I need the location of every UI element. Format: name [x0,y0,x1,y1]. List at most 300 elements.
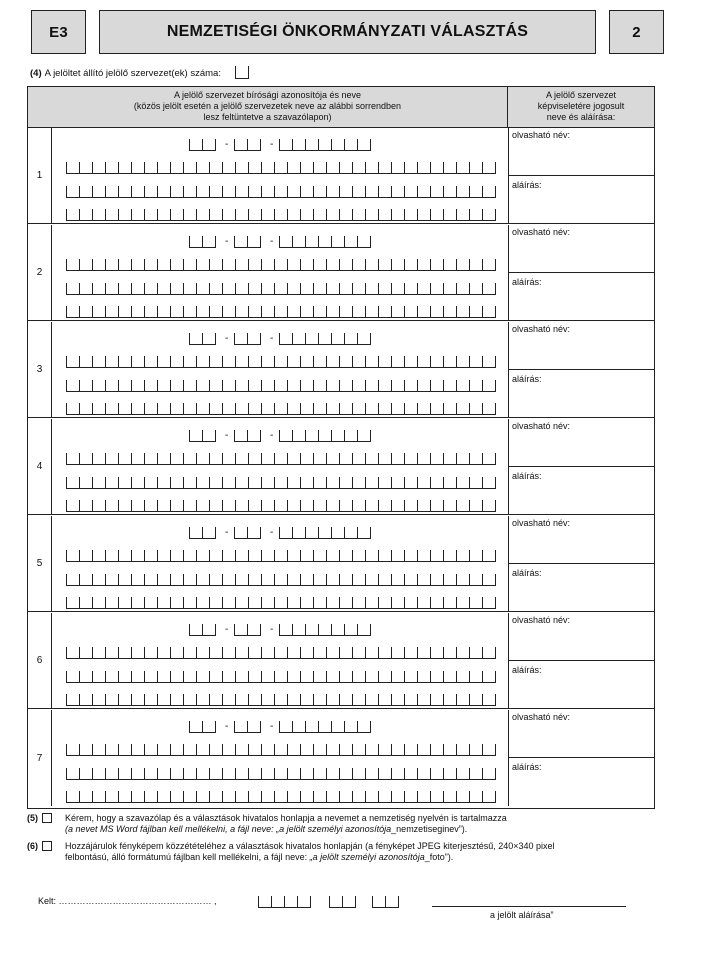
char-box[interactable] [249,477,262,489]
char-box[interactable] [249,162,262,174]
char-box[interactable] [171,500,184,512]
char-box[interactable] [457,162,470,174]
char-box[interactable] [236,403,249,415]
char-box[interactable] [444,744,457,756]
char-box[interactable] [379,597,392,609]
char-box[interactable] [353,453,366,465]
court-id-part-2[interactable] [234,333,261,345]
char-box[interactable] [327,209,340,221]
char-box[interactable] [249,647,262,659]
char-box[interactable] [470,647,483,659]
char-box[interactable] [483,694,496,706]
char-box[interactable] [418,259,431,271]
char-box[interactable] [249,356,262,368]
char-box[interactable] [483,403,496,415]
char-box[interactable] [145,671,158,683]
char-box[interactable] [431,597,444,609]
char-box[interactable] [306,236,319,248]
char-box[interactable] [327,356,340,368]
char-box[interactable] [184,453,197,465]
char-box[interactable] [184,403,197,415]
organization-name-line-3[interactable] [66,306,496,318]
char-box[interactable] [319,236,332,248]
char-box[interactable] [314,574,327,586]
char-box[interactable] [332,624,345,636]
char-box[interactable] [203,236,216,248]
char-box[interactable] [67,791,80,803]
char-box[interactable] [197,403,210,415]
char-box[interactable] [171,209,184,221]
char-box[interactable] [280,430,293,442]
char-box[interactable] [314,791,327,803]
char-box[interactable] [379,550,392,562]
char-box[interactable] [210,453,223,465]
char-box[interactable] [366,356,379,368]
char-box[interactable] [262,306,275,318]
char-box[interactable] [345,430,358,442]
char-box[interactable] [119,356,132,368]
char-box[interactable] [418,500,431,512]
char-box[interactable] [418,306,431,318]
char-box[interactable] [327,403,340,415]
char-box[interactable] [314,356,327,368]
readable-name-field[interactable] [509,613,654,661]
char-box[interactable] [366,671,379,683]
char-box[interactable] [405,259,418,271]
char-box[interactable] [288,791,301,803]
char-box[interactable] [223,744,236,756]
char-box[interactable] [249,550,262,562]
court-id-part-2[interactable] [234,430,261,442]
char-box[interactable] [249,209,262,221]
char-box[interactable] [470,574,483,586]
char-box[interactable] [301,477,314,489]
char-box[interactable] [392,791,405,803]
char-box[interactable] [145,453,158,465]
char-box[interactable] [132,500,145,512]
char-box[interactable] [314,209,327,221]
char-box[interactable] [132,306,145,318]
char-box[interactable] [340,647,353,659]
char-box[interactable] [418,186,431,198]
char-box[interactable] [405,744,418,756]
char-box[interactable] [235,333,248,345]
char-box[interactable] [236,477,249,489]
char-box[interactable] [210,380,223,392]
char-box[interactable] [483,500,496,512]
char-box[interactable] [223,597,236,609]
char-box[interactable] [379,574,392,586]
char-box[interactable] [119,209,132,221]
organization-name-line-3[interactable] [66,597,496,609]
char-box[interactable] [366,647,379,659]
char-box[interactable] [457,550,470,562]
char-box[interactable] [314,671,327,683]
char-box[interactable] [275,403,288,415]
char-box[interactable] [158,500,171,512]
char-box[interactable] [80,477,93,489]
char-box[interactable] [132,209,145,221]
char-box[interactable] [236,356,249,368]
char-box[interactable] [444,283,457,295]
char-box[interactable] [306,721,319,733]
char-box[interactable] [158,356,171,368]
char-box[interactable] [93,768,106,780]
char-box[interactable] [405,283,418,295]
char-box[interactable] [106,380,119,392]
char-box[interactable] [262,380,275,392]
char-box[interactable] [249,671,262,683]
court-id-part-1[interactable] [189,236,216,248]
item-6-checkbox[interactable] [42,841,52,851]
char-box[interactable] [106,597,119,609]
char-box[interactable] [262,744,275,756]
char-box[interactable] [366,209,379,221]
char-box[interactable] [301,403,314,415]
court-id-part-2[interactable] [234,139,261,151]
char-box[interactable] [80,768,93,780]
char-box[interactable] [210,356,223,368]
char-box[interactable] [405,356,418,368]
char-box[interactable] [314,186,327,198]
char-box[interactable] [119,283,132,295]
char-box[interactable] [145,791,158,803]
char-box[interactable] [288,162,301,174]
char-box[interactable] [431,694,444,706]
char-box[interactable] [340,306,353,318]
char-box[interactable] [275,694,288,706]
char-box[interactable] [93,162,106,174]
char-box[interactable] [236,453,249,465]
char-box[interactable] [145,356,158,368]
char-box[interactable] [275,259,288,271]
char-box[interactable] [306,624,319,636]
char-box[interactable] [366,380,379,392]
char-box[interactable] [236,574,249,586]
char-box[interactable] [457,453,470,465]
char-box[interactable] [353,694,366,706]
char-box[interactable] [249,283,262,295]
char-box[interactable] [132,574,145,586]
char-box[interactable] [418,647,431,659]
char-box[interactable] [314,597,327,609]
organization-name-line-2[interactable] [66,768,496,780]
char-box[interactable] [288,259,301,271]
char-box[interactable] [340,283,353,295]
char-box[interactable] [340,477,353,489]
char-box[interactable] [327,550,340,562]
char-box[interactable] [67,380,80,392]
char-box[interactable] [366,283,379,295]
char-box[interactable] [158,744,171,756]
char-box[interactable] [93,186,106,198]
char-box[interactable] [223,283,236,295]
char-box[interactable] [444,453,457,465]
char-box[interactable] [223,477,236,489]
char-box[interactable] [197,791,210,803]
char-box[interactable] [392,209,405,221]
char-box[interactable] [210,768,223,780]
date-day-boxes[interactable] [372,896,399,908]
char-box[interactable] [293,236,306,248]
char-box[interactable] [431,671,444,683]
char-box[interactable] [353,671,366,683]
char-box[interactable] [340,574,353,586]
char-box[interactable] [285,896,298,908]
char-box[interactable] [431,306,444,318]
char-box[interactable] [158,403,171,415]
char-box[interactable] [158,477,171,489]
char-box[interactable] [93,356,106,368]
char-box[interactable] [93,694,106,706]
char-box[interactable] [223,453,236,465]
char-box[interactable] [288,306,301,318]
char-box[interactable] [275,768,288,780]
char-box[interactable] [345,236,358,248]
char-box[interactable] [236,791,249,803]
char-box[interactable] [262,162,275,174]
char-box[interactable] [392,186,405,198]
court-id-part-1[interactable] [189,333,216,345]
char-box[interactable] [405,574,418,586]
char-box[interactable] [327,597,340,609]
char-box[interactable] [210,647,223,659]
char-box[interactable] [236,500,249,512]
char-box[interactable] [457,356,470,368]
char-box[interactable] [470,356,483,368]
char-box[interactable] [418,574,431,586]
char-box[interactable] [314,162,327,174]
char-box[interactable] [93,671,106,683]
char-box[interactable] [340,671,353,683]
char-box[interactable] [353,356,366,368]
char-box[interactable] [184,768,197,780]
char-box[interactable] [184,791,197,803]
char-box[interactable] [93,791,106,803]
char-box[interactable] [353,306,366,318]
char-box[interactable] [106,186,119,198]
char-box[interactable] [345,333,358,345]
char-box[interactable] [197,768,210,780]
char-box[interactable] [405,791,418,803]
char-box[interactable] [373,896,386,908]
char-box[interactable] [158,380,171,392]
char-box[interactable] [184,597,197,609]
char-box[interactable] [379,306,392,318]
char-box[interactable] [236,694,249,706]
char-box[interactable] [145,186,158,198]
char-box[interactable] [262,283,275,295]
char-box[interactable] [483,744,496,756]
char-box[interactable] [483,306,496,318]
item-5-checkbox[interactable] [42,813,52,823]
char-box[interactable] [379,186,392,198]
char-box[interactable] [93,574,106,586]
char-box[interactable] [483,574,496,586]
char-box[interactable] [293,139,306,151]
char-box[interactable] [67,744,80,756]
char-box[interactable] [405,694,418,706]
char-box[interactable] [280,139,293,151]
char-box[interactable] [405,597,418,609]
char-box[interactable] [158,283,171,295]
char-box[interactable] [132,647,145,659]
organization-name-line-2[interactable] [66,380,496,392]
char-box[interactable] [418,671,431,683]
char-box[interactable] [405,647,418,659]
char-box[interactable] [171,791,184,803]
char-box[interactable] [262,477,275,489]
char-box[interactable] [457,477,470,489]
char-box[interactable] [67,500,80,512]
organization-name-line-2[interactable] [66,186,496,198]
char-box[interactable] [93,477,106,489]
char-box[interactable] [93,380,106,392]
char-box[interactable] [379,209,392,221]
char-box[interactable] [262,647,275,659]
char-box[interactable] [405,500,418,512]
organization-name-line-2[interactable] [66,671,496,683]
char-box[interactable] [392,477,405,489]
char-box[interactable] [119,186,132,198]
char-box[interactable] [67,209,80,221]
char-box[interactable] [67,259,80,271]
char-box[interactable] [171,403,184,415]
char-box[interactable] [301,791,314,803]
char-box[interactable] [418,597,431,609]
char-box[interactable] [366,550,379,562]
char-box[interactable] [366,403,379,415]
char-box[interactable] [197,550,210,562]
char-box[interactable] [210,550,223,562]
court-id-part-1[interactable] [189,527,216,539]
char-box[interactable] [106,768,119,780]
char-box[interactable] [184,259,197,271]
char-box[interactable] [379,477,392,489]
char-box[interactable] [106,694,119,706]
char-box[interactable] [405,403,418,415]
char-box[interactable] [119,453,132,465]
organization-name-line-1[interactable] [66,356,496,368]
char-box[interactable] [223,259,236,271]
char-box[interactable] [340,259,353,271]
char-box[interactable] [80,162,93,174]
char-box[interactable] [197,162,210,174]
char-box[interactable] [249,574,262,586]
char-box[interactable] [249,453,262,465]
char-box[interactable] [444,162,457,174]
char-box[interactable] [132,744,145,756]
char-box[interactable] [145,209,158,221]
char-box[interactable] [210,500,223,512]
char-box[interactable] [235,430,248,442]
char-box[interactable] [203,430,216,442]
char-box[interactable] [171,283,184,295]
char-box[interactable] [405,380,418,392]
char-box[interactable] [158,259,171,271]
char-box[interactable] [340,380,353,392]
char-box[interactable] [80,647,93,659]
char-box[interactable] [106,574,119,586]
char-box[interactable] [358,236,371,248]
char-box[interactable] [379,694,392,706]
char-box[interactable] [223,403,236,415]
char-box[interactable] [314,403,327,415]
signature-field[interactable] [509,467,654,515]
char-box[interactable] [345,721,358,733]
char-box[interactable] [119,597,132,609]
char-box[interactable] [353,500,366,512]
char-box[interactable] [67,597,80,609]
char-box[interactable] [431,283,444,295]
char-box[interactable] [470,403,483,415]
char-box[interactable] [353,186,366,198]
char-box[interactable] [80,283,93,295]
char-box[interactable] [67,671,80,683]
char-box[interactable] [280,333,293,345]
char-box[interactable] [444,209,457,221]
char-box[interactable] [145,162,158,174]
char-box[interactable] [392,574,405,586]
char-box[interactable] [275,477,288,489]
char-box[interactable] [392,283,405,295]
char-box[interactable] [235,139,248,151]
char-box[interactable] [184,283,197,295]
char-box[interactable] [67,647,80,659]
date-year-boxes[interactable] [258,896,311,908]
char-box[interactable] [132,791,145,803]
char-box[interactable] [210,694,223,706]
char-box[interactable] [301,186,314,198]
char-box[interactable] [314,550,327,562]
char-box[interactable] [223,209,236,221]
char-box[interactable] [392,259,405,271]
char-box[interactable] [293,624,306,636]
char-box[interactable] [293,430,306,442]
char-box[interactable] [301,694,314,706]
char-box[interactable] [332,721,345,733]
char-box[interactable] [457,694,470,706]
char-box[interactable] [236,597,249,609]
char-box[interactable] [470,477,483,489]
char-box[interactable] [223,306,236,318]
char-box[interactable] [262,671,275,683]
char-box[interactable] [223,500,236,512]
char-box[interactable] [197,500,210,512]
char-box[interactable] [171,768,184,780]
char-box[interactable] [332,333,345,345]
char-box[interactable] [210,186,223,198]
char-box[interactable] [158,574,171,586]
char-box[interactable] [444,647,457,659]
char-box[interactable] [262,500,275,512]
char-box[interactable] [483,209,496,221]
char-box[interactable] [301,259,314,271]
char-box[interactable] [248,236,261,248]
char-box[interactable] [470,791,483,803]
char-box[interactable] [327,647,340,659]
court-id-part-2[interactable] [234,236,261,248]
char-box[interactable] [67,453,80,465]
char-box[interactable] [67,162,80,174]
char-box[interactable] [431,477,444,489]
court-id-part-1[interactable] [189,624,216,636]
char-box[interactable] [358,527,371,539]
char-box[interactable] [288,694,301,706]
char-box[interactable] [314,694,327,706]
char-box[interactable] [93,647,106,659]
char-box[interactable] [203,139,216,151]
